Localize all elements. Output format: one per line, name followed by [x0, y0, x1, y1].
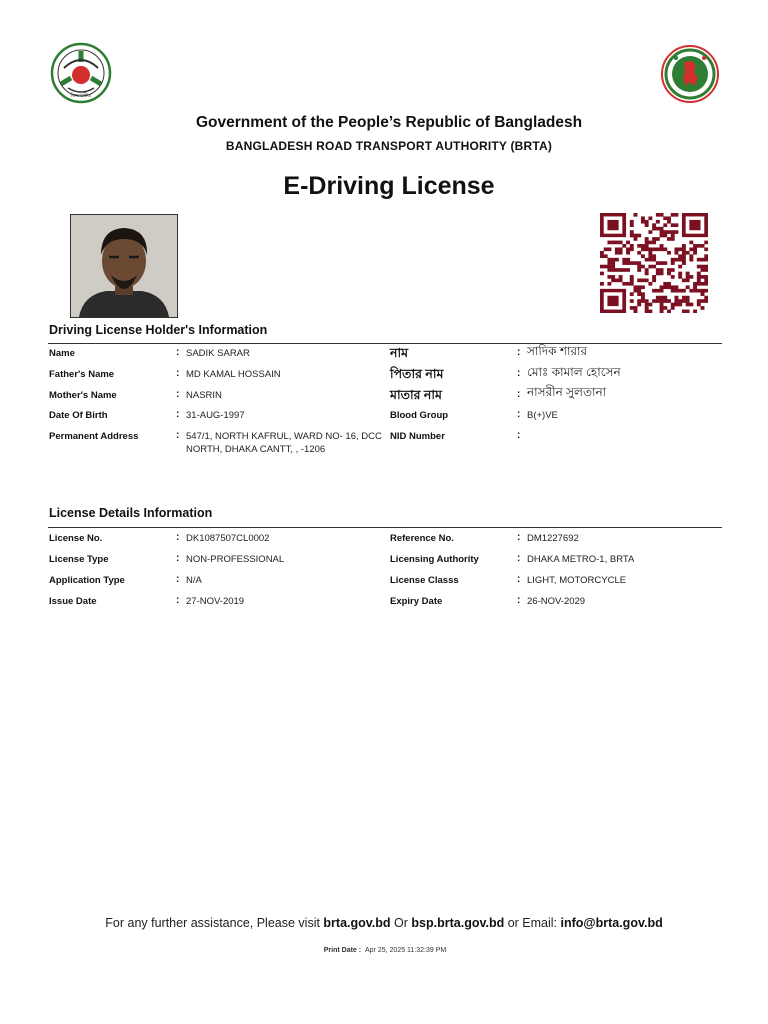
page-title: E-Driving License [283, 172, 495, 200]
print-date-label: Print Date : [323, 947, 362, 954]
authority-name: BANGLADESH ROAD TRANSPORT AUTHORITY (BRTA) [225, 139, 553, 153]
name-label: Name [49, 348, 75, 359]
print-date [0, 947, 768, 954]
footer-text: For any further assistance, Please visit [105, 916, 324, 930]
mother-name-value: NASRIN [186, 390, 222, 401]
svg-text:বিআরটিএ: বিআরটিএ [70, 93, 92, 99]
license-section-title: License Details Information [49, 506, 213, 520]
holder-section-divider [48, 343, 722, 344]
government-title: Government of the People’s Republic of Bangladesh [195, 114, 583, 131]
brta-emblem-icon [50, 42, 112, 104]
application-type-value: N/A [186, 575, 202, 586]
issue-date-value: 27-NOV-2019 [186, 596, 245, 607]
licensing-authority-label: Licensing Authority [390, 554, 479, 565]
blood-group-label: Blood Group [390, 410, 449, 421]
date-of-birth-value: 31-AUG-1997 [186, 410, 245, 421]
brta-website-link[interactable]: brta.gov.bd [323, 916, 391, 930]
licensing-authority-value: DHAKA METRO-1, BRTA [527, 554, 635, 565]
support-email-link[interactable]: info@brta.gov.bd [560, 916, 663, 930]
print-date-value: Apr 25, 2025 11:32:39 PM [365, 947, 447, 954]
permanent-address-label: Permanent Address [49, 431, 139, 442]
father-name-bn-value: মোঃ কামাল হোসেন [527, 365, 621, 379]
footer-text: Or [390, 916, 412, 930]
license-no-value: DK1087507CL0002 [186, 533, 270, 544]
license-class-value: LIGHT, MOTORCYCLE [527, 575, 627, 586]
holder-section-title: Driving License Holder's Information [49, 323, 268, 337]
name-value: SADIK SARAR [186, 348, 250, 359]
name-bn-value: সাদিক শারার [527, 344, 588, 358]
application-type-label: Application Type [49, 575, 125, 586]
mother-name-bn-value: নাসরীন সুলতানা [527, 385, 607, 399]
bangladesh-government-seal-icon [656, 44, 724, 104]
expiry-date-label: Expiry Date [390, 596, 443, 607]
license-no-label: License No. [49, 533, 103, 544]
mother-name-bn-label: মাতার নাম [390, 388, 442, 402]
nid-number-label: NID Number [390, 431, 445, 442]
assistance-footer [0, 916, 768, 930]
license-class-label: License Classs [390, 575, 459, 586]
mother-name-label: Mother's Name [49, 390, 117, 401]
license-type-label: License Type [49, 554, 109, 565]
blood-group-value: B(+)VE [527, 410, 558, 421]
name-bn-label: নাম [390, 346, 409, 360]
father-name-value: MD KAMAL HOSSAIN [186, 369, 281, 380]
reference-no-label: Reference No. [390, 533, 454, 544]
permanent-address-value: 547/1, NORTH KAFRUL, WARD NO- 16, DCC NORTH, DHAKA CANTT, , -1206 [186, 431, 382, 455]
qr-code [600, 213, 708, 313]
license-section-divider [48, 527, 722, 528]
expiry-date-value: 26-NOV-2029 [527, 596, 586, 607]
bsp-website-link[interactable]: bsp.brta.gov.bd [411, 916, 505, 930]
footer-text: or Email: [504, 916, 561, 930]
father-name-bn-label: পিতার নাম [390, 367, 444, 381]
reference-no-value: DM1227692 [527, 533, 579, 544]
father-name-label: Father's Name [49, 369, 115, 380]
date-of-birth-label: Date Of Birth [49, 410, 108, 421]
license-type-value: NON-PROFESSIONAL [186, 554, 285, 565]
holder-photo [70, 214, 178, 318]
issue-date-label: Issue Date [49, 596, 97, 607]
